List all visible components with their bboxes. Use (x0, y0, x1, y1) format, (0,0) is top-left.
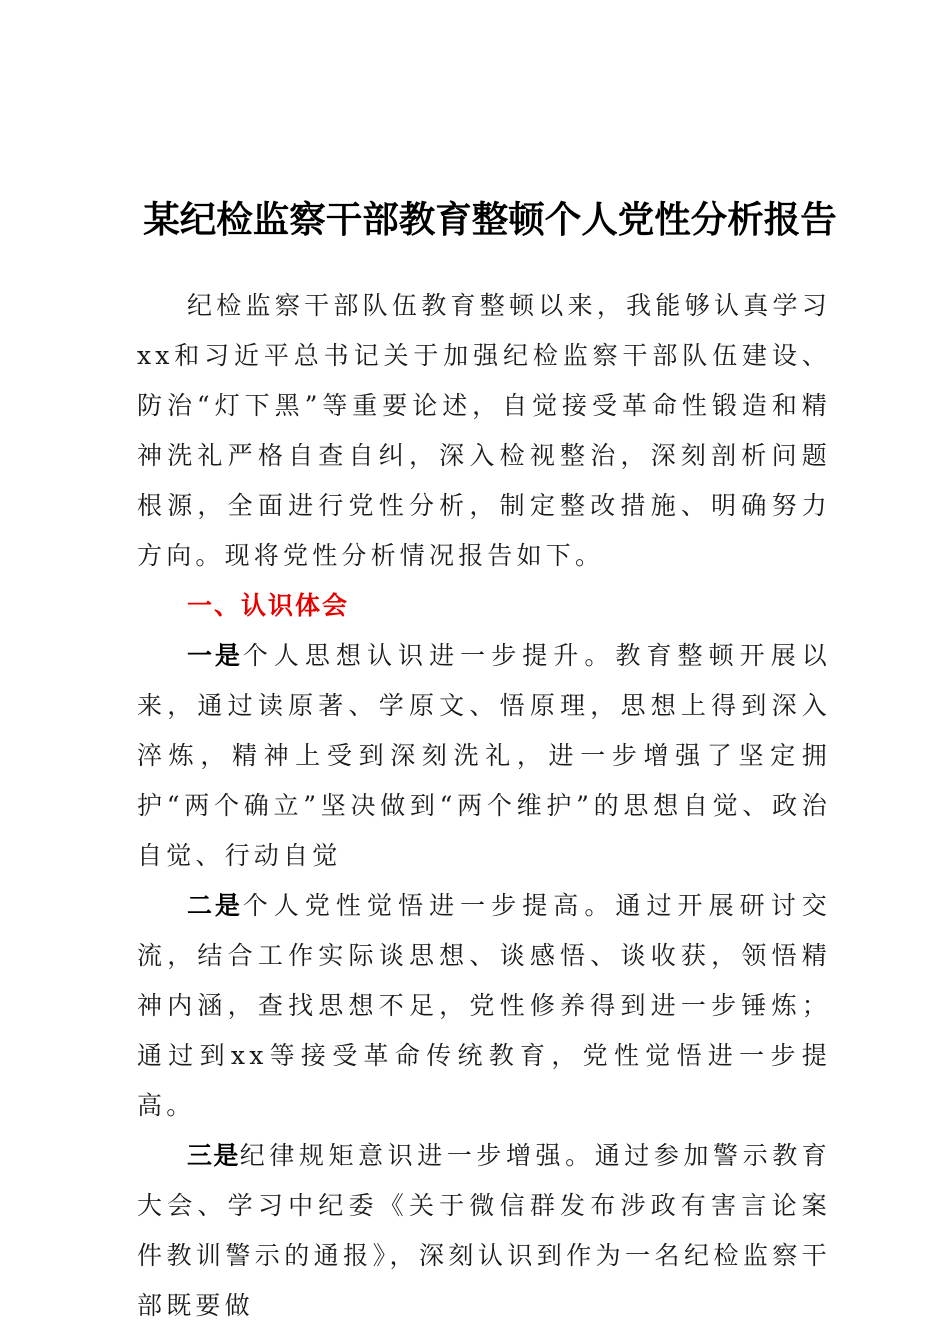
item-paragraph-3 (137, 1131, 831, 1331)
section-heading: 一、认识体会 (187, 591, 350, 620)
intro-paragraph: 纪检监察干部队伍教育整顿以来，我能够认真学习xx和习近平总书记关于加强纪检监察干部队伍建设、防治“灯下黑”等重要论述，自觉接受革命性锻造和精神洗礼严格自查自纠，深入检视整治，深刻剖析问题根源，全面进行党性分析，制定整改措施、明确努力方向。现将党性分析情况报告如下。 (137, 291, 831, 570)
document-title: 某纪检监察干部教育整顿个人党性分析报告 (143, 198, 837, 241)
item-lead: 一是 (187, 641, 243, 670)
item-lead: 三是 (187, 1141, 240, 1170)
item-text: 个人思想认识进一步提升。教育整顿开展以来，通过读原著、学原文、悟原理，思想上得到深入淬炼，精神上受到深刻洗礼，进一步增强了坚定拥护“两个确立”坚决做到“两个维护”的思想自觉、政治自觉、行动自觉 (137, 641, 831, 870)
document-body (137, 281, 831, 1331)
item-text: 个人党性觉悟进一步提高。通过开展研讨交流，结合工作实际谈思想、谈感悟、谈收获，领悟精神内涵，查找思想不足，党性修养得到进一步锤炼；通过到xx等接受革命传统教育，党性觉悟进一步提高。 (137, 891, 831, 1120)
item-lead: 二是 (187, 891, 243, 920)
item-paragraph-1 (137, 631, 831, 881)
item-text: 纪律规矩意识进一步增强。通过参加警示教育大会、学习中纪委《关于微信群发布涉政有害言论案件教训警示的通报》，深刻认识到作为一名纪检监察干部既要做 (137, 1141, 831, 1320)
item-paragraph-2 (137, 881, 831, 1131)
